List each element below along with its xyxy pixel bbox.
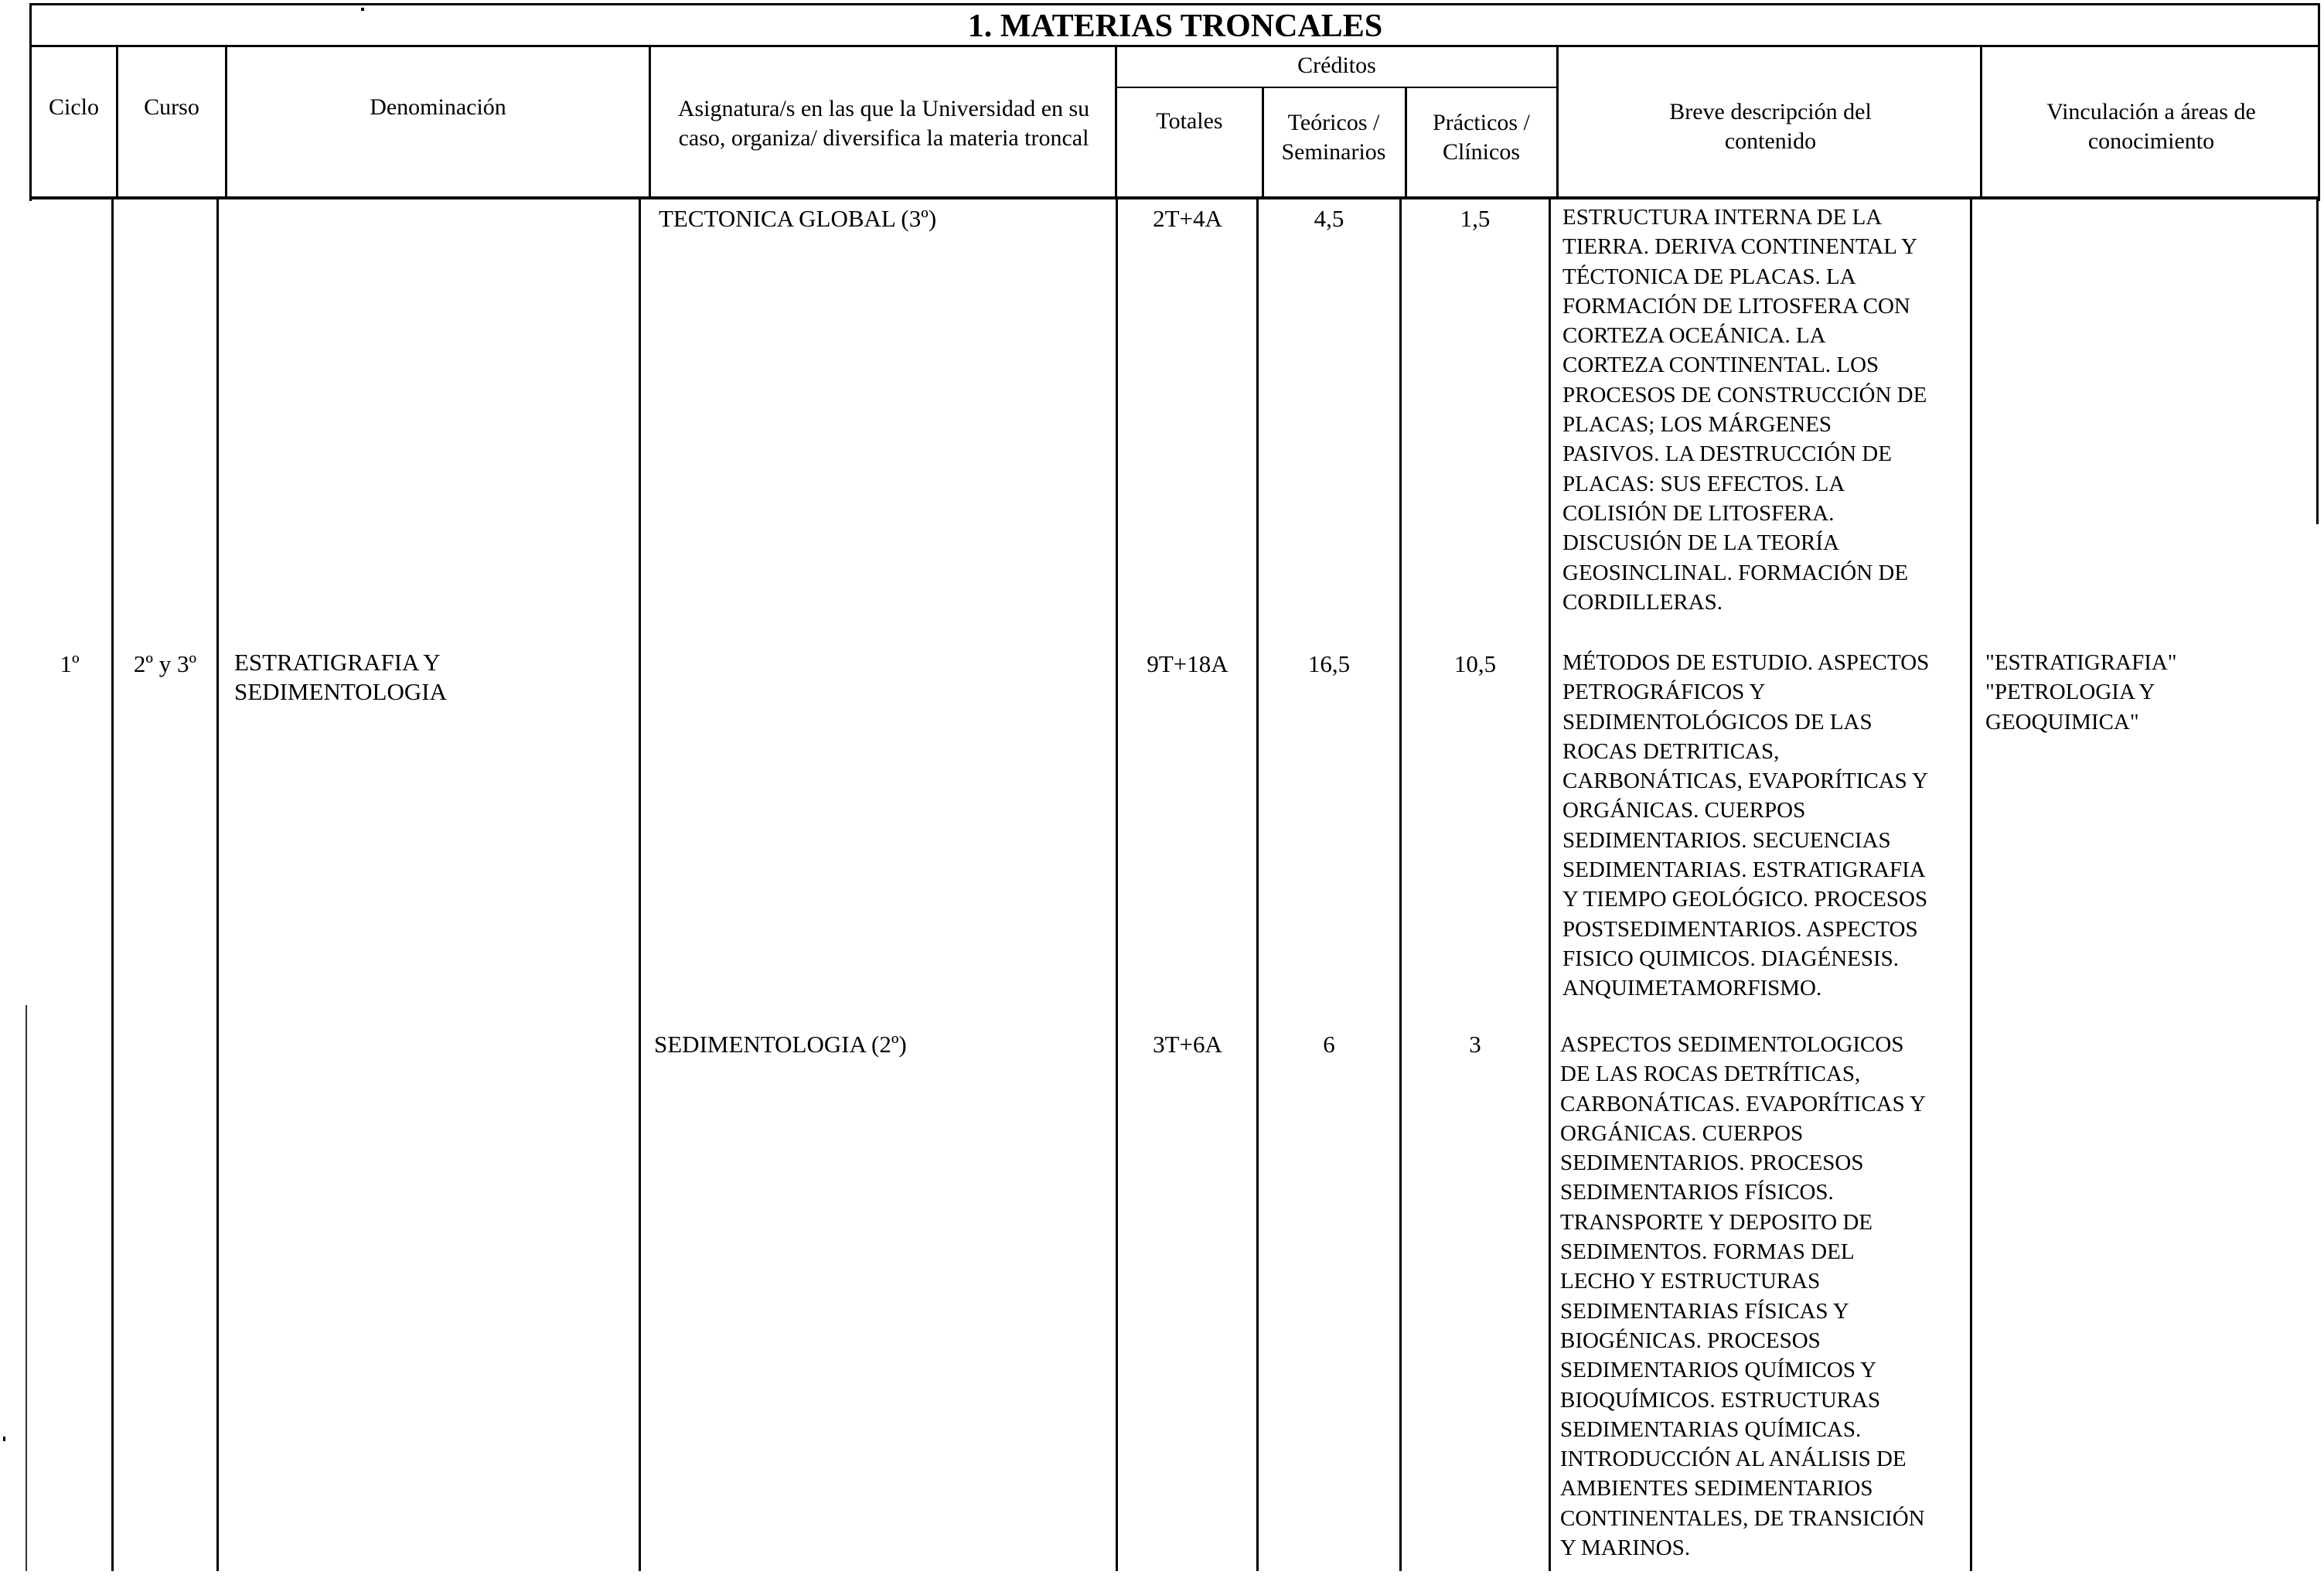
- subject-ciclo: 1º: [60, 650, 80, 677]
- desc-line: TIERRA. DERIVA CONTINENTAL Y: [1562, 234, 1917, 260]
- desc-line: TRANSPORTE Y DEPOSITO DE: [1560, 1209, 1873, 1235]
- denominacion-line: ESTRATIGRAFIA Y: [234, 649, 441, 676]
- course-descripcion: [1562, 203, 1927, 617]
- desc-line: SEDIMENTARIAS FÍSICAS Y: [1560, 1298, 1849, 1324]
- subject-denominacion: [234, 648, 447, 707]
- desc-line: CORDILLERAS.: [1562, 589, 1723, 615]
- table-title: 1. MATERIAS TRONCALES: [967, 9, 1383, 44]
- desc-line: PLACAS: SUS EFECTOS. LA: [1562, 471, 1845, 496]
- desc-line: PASIVOS. LA DESTRUCCIÓN DE: [1562, 441, 1892, 467]
- course-teoricos: 4,5: [1314, 205, 1344, 232]
- desc-line: Y TIEMPO GEOLÓGICO. PROCESOS: [1562, 887, 1928, 912]
- desc-line: FISICO QUIMICOS. DIAGÉNESIS.: [1562, 946, 1900, 971]
- course-teoricos: 6: [1323, 1031, 1335, 1058]
- desc-line: SEDIMENTARIOS. SECUENCIAS: [1562, 827, 1891, 853]
- header-ciclo: Ciclo: [49, 94, 99, 120]
- body-sep-7: [1549, 199, 1551, 1571]
- subject-curso: 2º y 3º: [133, 650, 197, 677]
- desc-line: SEDIMENTARIAS. ESTRATIGRAFIA: [1562, 857, 1926, 883]
- header-creditos: Créditos: [1297, 53, 1376, 78]
- desc-line: SEDIMENTOLÓGICOS DE LAS: [1562, 709, 1872, 735]
- table-top-border: [29, 3, 2319, 5]
- body-left-border: [26, 1005, 27, 1571]
- subject-totales: 9T+18A: [1147, 650, 1228, 677]
- header-denominacion: Denominación: [370, 94, 506, 120]
- header-sep-7: [1556, 45, 1559, 199]
- subject-descripcion: [1562, 648, 1929, 1004]
- desc-line: ANQUIMETAMORFISMO.: [1562, 976, 1822, 1001]
- course-practicos: 3: [1469, 1031, 1481, 1058]
- desc-line: DE LAS ROCAS DETRÍTICAS,: [1560, 1062, 1861, 1087]
- header-practicos: Prácticos / Clínicos: [1433, 110, 1530, 165]
- desc-line: COLISIÓN DE LITOSFERA.: [1562, 500, 1835, 526]
- subject-practicos: 10,5: [1453, 650, 1497, 677]
- desc-line: PROCESOS DE CONSTRUCCIÓN DE: [1562, 382, 1927, 407]
- course-descripcion: [1560, 1030, 1926, 1563]
- body-sep-4: [1116, 199, 1118, 1571]
- body-right-border: [2316, 199, 2319, 524]
- desc-line: CORTEZA OCEÁNICA. LA: [1562, 323, 1826, 349]
- header-sep-3: [649, 45, 651, 199]
- desc-line: ESTRUCTURA INTERNA DE LA: [1562, 205, 1883, 230]
- header-sep-1: [116, 45, 118, 199]
- header-sep-8: [1980, 45, 1982, 199]
- body-sep-5: [1256, 199, 1259, 1571]
- desc-line: INTRODUCCIÓN AL ANÁLISIS DE: [1560, 1447, 1907, 1472]
- body-sep-6: [1399, 199, 1402, 1571]
- desc-line: BIOQUÍMICOS. ESTRUCTURAS: [1560, 1387, 1881, 1413]
- desc-line: SEDIMENTOS. FORMAS DEL: [1560, 1239, 1855, 1265]
- desc-line: CARBONÁTICAS, EVAPORÍTICAS Y: [1562, 769, 1928, 794]
- desc-line: SEDIMENTARIOS QUÍMICOS Y: [1560, 1358, 1877, 1383]
- course-name: TECTONICA GLOBAL (3º): [659, 205, 937, 232]
- desc-line: FORMACIÓN DE LITOSFERA CON: [1562, 293, 1910, 319]
- subject-vinculacion: [1985, 648, 2177, 737]
- vinculacion-line: "ESTRATIGRAFIA": [1985, 650, 2177, 675]
- header-teoricos: Teóricos / Seminarios: [1281, 110, 1386, 165]
- desc-line: SEDIMENTARIOS. PROCESOS: [1560, 1150, 1864, 1176]
- header-curso: Curso: [144, 94, 199, 120]
- course-totales: 2T+4A: [1153, 205, 1222, 232]
- header-asignatura: Asignatura/s en las que la Universidad en su caso, organiza/ diversifica la materia troncal: [677, 96, 1090, 151]
- course-practicos: 1,5: [1460, 205, 1491, 232]
- course-name: SEDIMENTOLOGIA (2º): [654, 1031, 907, 1058]
- desc-line: ORGÁNICAS. CUERPOS: [1562, 798, 1806, 823]
- subject-teoricos: 16,5: [1307, 650, 1351, 677]
- header-descripcion: Breve descripción del contenido: [1669, 99, 1872, 154]
- header-sep-6: [1405, 87, 1407, 199]
- desc-line: AMBIENTES SEDIMENTARIOS: [1560, 1476, 1873, 1501]
- desc-line: ROCAS DETRITICAS,: [1562, 738, 1780, 764]
- desc-line: CONTINENTALES, DE TRANSICIÓN: [1560, 1505, 1925, 1531]
- desc-line: BIOGÉNICAS. PROCESOS: [1560, 1328, 1821, 1353]
- course-totales: 3T+6A: [1153, 1031, 1222, 1058]
- header-totales: Totales: [1156, 108, 1223, 134]
- body-sep-8: [1970, 199, 1972, 1571]
- desc-line: ASPECTOS SEDIMENTOLOGICOS: [1560, 1032, 1904, 1057]
- denominacion-line: SEDIMENTOLOGIA: [234, 678, 447, 705]
- desc-line: Y MARINOS.: [1560, 1536, 1691, 1561]
- desc-line: SEDIMENTARIOS FÍSICOS.: [1560, 1180, 1834, 1205]
- vinculacion-line: GEOQUIMICA": [1985, 709, 2139, 735]
- desc-line: ORGÁNICAS. CUERPOS: [1560, 1120, 1804, 1146]
- desc-line: LECHO Y ESTRUCTURAS: [1560, 1269, 1821, 1294]
- desc-line: CORTEZA CONTINENTAL. LOS: [1562, 353, 1879, 378]
- header-vinculacion: Vinculación a áreas de conocimiento: [2046, 99, 2256, 154]
- desc-line: DISCUSIÓN DE LA TEORÍA: [1562, 530, 1839, 556]
- header-bottom-border: [29, 196, 2319, 199]
- desc-line: PETROGRÁFICOS Y: [1562, 680, 1766, 705]
- desc-line: GEOSINCLINAL. FORMACIÓN DE: [1562, 560, 1909, 585]
- desc-line: PLACAS; LOS MÁRGENES: [1562, 412, 1832, 438]
- desc-line: POSTSEDIMENTARIOS. ASPECTOS: [1562, 916, 1918, 942]
- body-sep-2: [216, 199, 219, 1571]
- scan-mark: [3, 1437, 5, 1441]
- body-sep-3: [639, 199, 641, 1571]
- desc-line: TÉCTONICA DE PLACAS. LA: [1562, 264, 1856, 289]
- body-sep-1: [111, 199, 114, 1571]
- desc-line: CARBONÁTICAS. EVAPORÍTICAS Y: [1560, 1091, 1926, 1116]
- header-sep-5: [1262, 87, 1264, 199]
- creditos-divider: [1115, 87, 1558, 88]
- desc-line: SEDIMENTARIAS QUÍMICAS.: [1560, 1416, 1862, 1442]
- header-sep-2: [225, 45, 227, 199]
- desc-line: MÉTODOS DE ESTUDIO. ASPECTOS: [1562, 650, 1930, 675]
- vinculacion-line: "PETROLOGIA Y: [1985, 680, 2155, 705]
